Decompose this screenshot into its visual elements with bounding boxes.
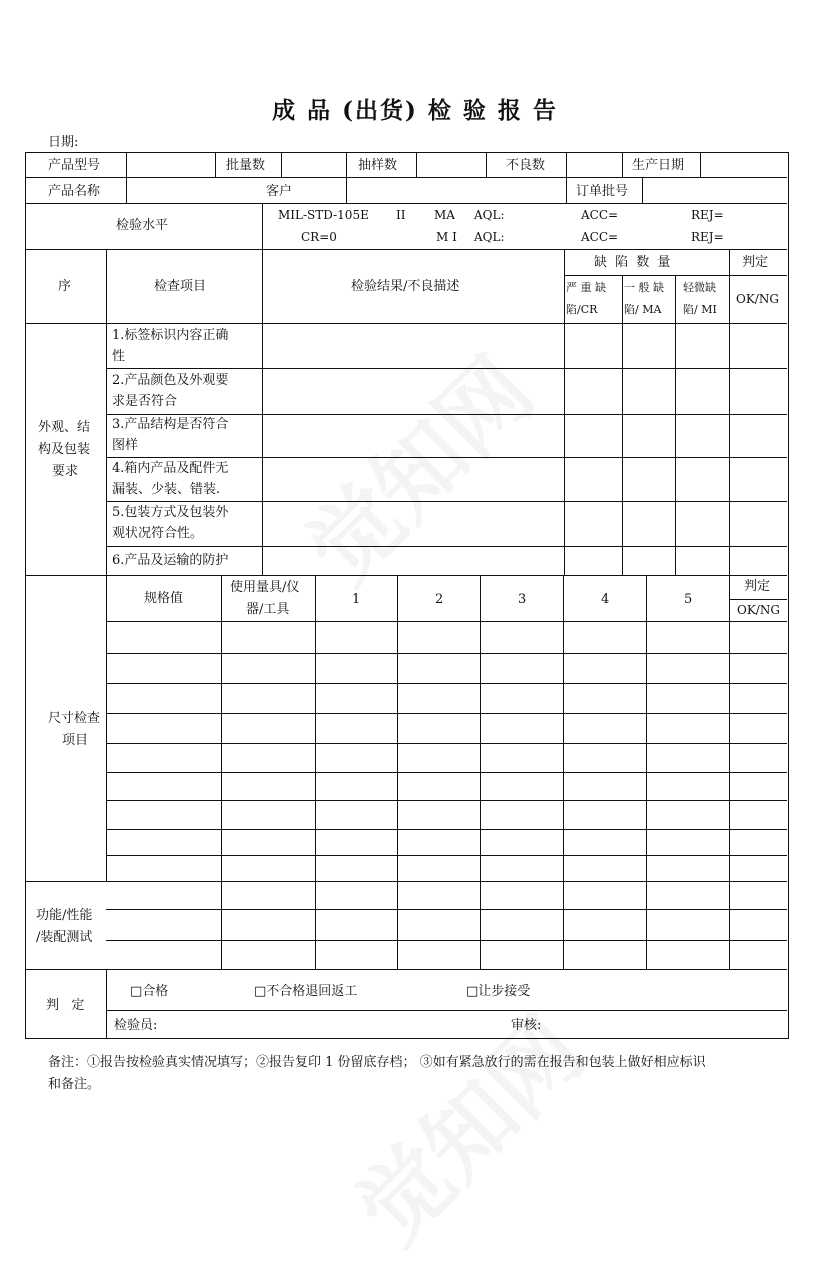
ma-label: MA [434,208,455,222]
aql-label: AQL: [474,230,505,244]
sample-2-header: 2 [435,592,444,607]
production-date-label: 生产日期 [632,158,685,173]
dimension-label: 项目 [62,733,89,748]
function-label: 功能/性能 [36,908,93,923]
dimension-judge-header: 判定 [744,579,771,594]
standard-name: MIL-STD-105E [278,208,369,222]
item-header: 检查项目 [154,279,207,294]
acc-label: ACC= [581,208,619,222]
defect-qty-label: 不良数 [506,158,546,173]
judge-header: 判定 [742,255,769,270]
sample-5-header: 5 [684,592,693,607]
check-item: 5.包装方式及包装外 [112,505,229,520]
cr-header: 严 重 缺 [566,281,606,294]
defects-header: 缺 陷 数 量 [594,255,673,270]
mi-header: 轻微缺 [683,281,716,294]
check-item: 2.产品颜色及外观要 [112,373,229,388]
check-item: 漏装、少装、错装. [112,482,221,497]
tool-header: 器/工具 [246,602,290,617]
check-item: 性 [112,349,126,364]
reviewer-label: 审核: [511,1018,542,1033]
dimension-okng-header: OK/NG [737,603,780,617]
appearance-label: 构及包装 [38,442,91,457]
result-header: 检验结果/不良描述 [351,279,460,294]
remarks-line: 和备注。 [48,1077,101,1092]
function-label: /装配测试 [36,930,93,945]
sample-1-header: 1 [352,592,361,607]
appearance-label: 外观、结 [38,420,91,435]
mi-header: 陷/ MI [683,303,717,316]
inspector-label: 检验员: [114,1018,158,1033]
remarks [48,1052,798,1096]
aql-label: AQL: [474,208,505,222]
rework-checkbox[interactable]: □不合格退回返工 [254,984,358,999]
check-item: 1.标签标识内容正确 [112,328,229,343]
sample-3-header: 3 [518,592,527,607]
batch-qty-label: 批量数 [226,158,266,173]
inspection-table [25,152,789,1039]
rej-label: REJ= [691,208,724,222]
check-item: 4.箱内产品及配件无 [112,461,229,476]
spec-header: 规格值 [144,591,184,606]
check-item: 图样 [112,438,139,453]
remarks-line: 备注：①报告按检验真实情况填写；②报告复印 1 份留底存档； ③如有紧急放行的需在报告和包装上做好相应标识 [48,1055,706,1070]
check-item: 3.产品结构是否符合 [112,417,229,432]
okng-header: OK/NG [736,292,779,306]
page-title: 成 品 (出货) 检 验 报 告 [272,97,558,124]
ma-header: 一 般 缺 [624,281,664,294]
acc-label: ACC= [581,230,619,244]
rej-label: REJ= [691,230,724,244]
level-value: II [396,208,406,222]
inspection-level-label: 检验水平 [116,218,169,233]
check-item: 求是否符合 [112,394,178,409]
concession-checkbox[interactable]: □让步接受 [466,984,531,999]
pass-checkbox[interactable]: □合格 [130,984,169,999]
cr-header: 陷/CR [566,303,598,316]
check-item: 6.产品及运输的防护 [112,553,229,568]
seq-header: 序 [58,279,72,294]
mi-label: M I [436,230,457,244]
ma-header: 陷/ MA [624,303,662,316]
customer-label: 客户 [266,184,293,199]
dimension-label: 尺寸检查 [48,711,101,726]
product-name-label: 产品名称 [48,184,101,199]
tool-header: 使用量具/仪 [230,580,300,595]
verdict-label: 判 定 [46,998,85,1013]
product-model-label: 产品型号 [48,158,101,173]
check-item: 观状况符合性。 [112,526,204,541]
date-label: 日期: [48,135,79,150]
cr-value: CR=0 [301,230,337,244]
order-no-label: 订单批号 [576,184,629,199]
sample-4-header: 4 [601,592,610,607]
sample-qty-label: 抽样数 [358,158,398,173]
appearance-label: 要求 [52,464,79,479]
